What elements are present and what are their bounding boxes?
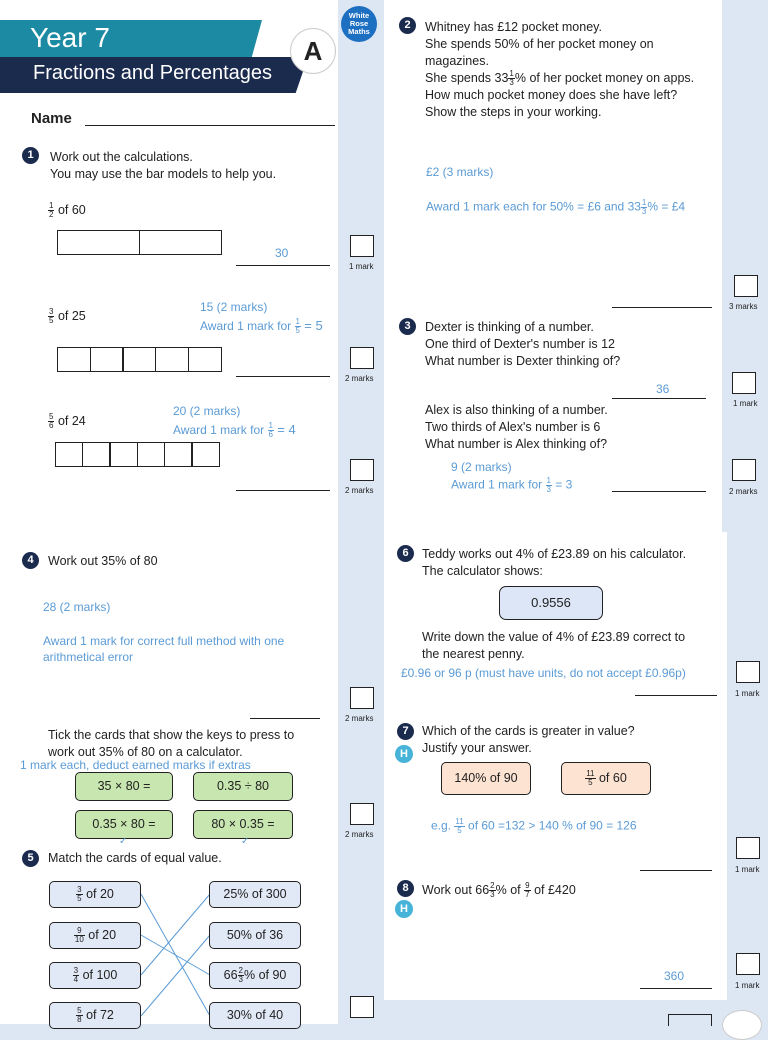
question-number-4: 4 <box>22 552 39 569</box>
set-letter: A <box>303 36 323 66</box>
q2-award: Award 1 mark each for 50% = £6 and 33 $\frac{1}{3}$ % = £4 <box>426 198 686 216</box>
calc-card-80x035[interactable]: 80 × 0.35 = <box>193 810 293 839</box>
q3-mark-box-2[interactable] <box>732 459 756 481</box>
q7-text: Which of the cards is greater in value? Justify your answer. <box>422 724 635 755</box>
q3-answer1: 36 <box>656 382 670 396</box>
question-number-5: 5 <box>22 850 39 867</box>
q8-answer: 360 <box>664 969 685 983</box>
q4-tick-instruction: Tick the cards that show the keys to press to work out 35% of 80 on a calculator. <box>48 728 295 759</box>
q1b-mark-box[interactable] <box>350 347 374 369</box>
question-number-7: 7 <box>397 723 414 740</box>
q2-mark-box[interactable] <box>734 275 758 297</box>
q6-text: Teddy works out 4% of £23.89 on his calculator. The calculator shows: <box>422 547 687 578</box>
q1c-award: Award 1 mark for $\frac{1}{6}$ = 4 <box>173 421 296 440</box>
q1a-question: $\frac{1}{2}$ of 60 <box>49 201 86 220</box>
q8-marks-label: 1 mark <box>735 981 760 990</box>
q8-text: Work out 66 $\frac{2}{3}$ % of $\frac{9}{7}$ of £420 <box>422 881 576 900</box>
calculator-display: 0.9556 <box>499 586 603 620</box>
q3-part2-text: Alex is also thinking of a number. Two thirds of Alex's number is 6 What number is Alex thinking of? <box>425 403 608 451</box>
q3-mark-box-1[interactable] <box>732 372 756 394</box>
next-page-box-edge <box>668 1014 712 1026</box>
q1b-answer-line[interactable] <box>236 376 330 377</box>
q1a-marks-label: 1 mark <box>349 262 374 271</box>
q3-answer2: 9 (2 marks) <box>451 460 512 474</box>
match-left-2[interactable]: $\frac{9}{10}$ of 20 <box>49 922 141 949</box>
calc-card-35x80[interactable]: 35 × 80 = <box>75 772 173 801</box>
higher-badge-icon-2: H <box>395 900 413 918</box>
question-number-8: 8 <box>397 880 414 897</box>
q7-card-140pc[interactable]: 140% of 90 <box>441 762 531 795</box>
q4-award: Award 1 mark for correct full method with one arithmetical error <box>43 634 285 664</box>
white-rose-logo: White Rose Maths <box>341 6 377 42</box>
match-right-1[interactable]: 25% of 300 <box>209 881 301 908</box>
match-right-2[interactable]: 50% of 36 <box>209 922 301 949</box>
tick-mark-2: ✓ <box>241 836 250 847</box>
q1-instruction: Work out the calculations. You may use the bar models to help you. <box>50 150 277 181</box>
q2-answer: £2 (3 marks) <box>426 165 494 179</box>
q8-mark-box[interactable] <box>736 953 760 975</box>
q1b-award: Award 1 mark for $\frac{1}{5}$ = 5 <box>200 317 323 336</box>
name-label: Name <box>31 110 72 127</box>
question-number-6: 6 <box>397 545 414 562</box>
match-left-3[interactable]: $\frac{3}{4}$ of 100 <box>49 962 141 989</box>
q5-text: Match the cards of equal value. <box>48 851 222 865</box>
q2-marks-label: 3 marks <box>729 302 758 311</box>
q6-marks-label: 1 mark <box>735 689 760 698</box>
q7-marks-label: 1 mark <box>735 865 760 874</box>
calc-card-035div80[interactable]: 0.35 ÷ 80 <box>193 772 293 801</box>
q7-answer: e.g. $\frac{11}{5}$ of 60 =132 > 140 % of 90 = 126 <box>431 817 637 835</box>
q7-card-fraction[interactable]: $\frac{11}{5}$ of 60 <box>561 762 651 795</box>
q1c-marks-label: 2 marks <box>345 486 374 495</box>
name-field[interactable] <box>85 125 335 126</box>
q1b-question: $\frac{3}{5}$ of 25 <box>49 307 86 326</box>
q3-award: Award 1 mark for $\frac{1}{3}$ = 3 <box>451 476 573 494</box>
higher-badge-icon: H <box>395 745 413 763</box>
q4-text: Work out 35% of 80 <box>48 554 158 568</box>
q3-part1-text: Dexter is thinking of a number. One third of Dexter's number is 12 What number is Dexter thinking of? <box>425 320 621 368</box>
q2-answer-line[interactable] <box>612 307 712 308</box>
q3-answer1-line[interactable] <box>612 398 706 399</box>
next-page-badge-edge <box>722 1010 762 1040</box>
q4-answer-line[interactable] <box>250 718 320 719</box>
q1a-answer: 30 <box>275 246 289 260</box>
year-title: Year 7 <box>30 22 110 53</box>
q6-answer: £0.96 or 96 p (must have units, do not accept £0.96p) <box>401 666 686 680</box>
left-margin-strip <box>338 0 384 1024</box>
q1b-answer: 15 (2 marks) <box>200 300 268 314</box>
q3-marks-label-1: 1 mark <box>733 399 758 408</box>
q1c-answer: 20 (2 marks) <box>173 404 241 418</box>
q8-answer-line[interactable] <box>640 988 712 989</box>
q5-mark-box[interactable] <box>350 996 374 1018</box>
bar-model-halves <box>58 230 222 255</box>
q4-tick-mark-box[interactable] <box>350 803 374 825</box>
q6-text-2: Write down the value of 4% of £23.89 correct to the nearest penny. <box>422 630 686 661</box>
q1a-answer-line[interactable] <box>236 265 330 266</box>
tick-mark-1: ✓ <box>119 836 128 847</box>
q4-marks-label: 2 marks <box>345 714 374 723</box>
q3-marks-label-2: 2 marks <box>729 487 758 496</box>
q1c-question: $\frac{5}{6}$ of 24 <box>49 412 86 431</box>
q6-answer-line[interactable] <box>635 695 717 696</box>
q4-mark-box[interactable] <box>350 687 374 709</box>
topic-title: Fractions and Percentages <box>33 62 273 84</box>
match-right-4[interactable]: 30% of 40 <box>209 1002 301 1029</box>
q4-answer: 28 (2 marks) <box>43 600 111 614</box>
bar-model-fifths <box>58 347 222 372</box>
bar-model-sixths <box>56 442 220 467</box>
match-left-1[interactable]: $\frac{3}{5}$ of 20 <box>49 881 141 908</box>
q6-mark-box[interactable] <box>736 661 760 683</box>
q1c-mark-box[interactable] <box>350 459 374 481</box>
match-left-4[interactable]: $\frac{5}{8}$ of 72 <box>49 1002 141 1029</box>
q3-answer2-line[interactable] <box>612 491 706 492</box>
calc-card-035x80[interactable]: 0.35 × 80 = <box>75 810 173 839</box>
q7-answer-line[interactable] <box>640 870 712 871</box>
q4-tick-marks-label: 2 marks <box>345 830 374 839</box>
q1b-marks-label: 2 marks <box>345 374 374 383</box>
question-number-3: 3 <box>399 318 416 335</box>
q1a-mark-box[interactable] <box>350 235 374 257</box>
question-number-2: 2 <box>399 17 416 34</box>
q1c-answer-line[interactable] <box>236 490 330 491</box>
q4-tick-note: 1 mark each, deduct earned marks if extras <box>20 758 251 772</box>
set-badge <box>290 28 336 74</box>
q2-text: Whitney has £12 pocket money. She spends 50% of her pocket money on magazines. She spends 33 $\frac{1}{3}$ % of her pocket money on apps. How much pocket money does she have left? Show the steps in your working. <box>425 20 695 120</box>
match-right-3[interactable]: 66 $\frac{2}{3}$ % of 90 <box>209 962 301 989</box>
q7-mark-box[interactable] <box>736 837 760 859</box>
question-number-1: 1 <box>22 147 39 164</box>
